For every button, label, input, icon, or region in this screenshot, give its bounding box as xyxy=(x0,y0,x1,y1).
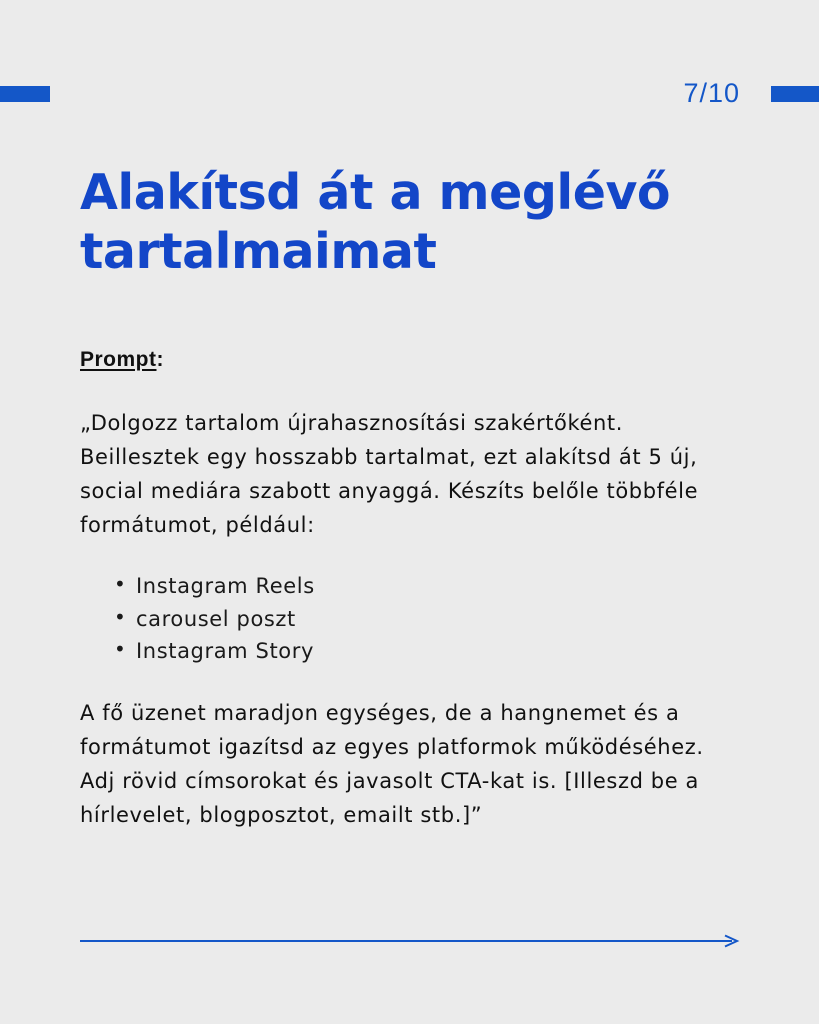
prompt-paragraph-2: A fő üzenet maradjon egységes, de a hangnemet és a formátumot igazítsd az egyes platformok működéséhez. Adj rövid címsorokat és javasolt CTA-kat is. [Illeszd be a hírlevelet, blogposztot, emailt stb.]” xyxy=(80,700,704,827)
slide-header xyxy=(0,0,819,130)
page-counter: 7/10 xyxy=(683,78,740,108)
right-arrow-icon xyxy=(80,934,740,948)
page-title: Alakítsd át a meglévő tartalmaimat xyxy=(80,164,671,280)
prompt-paragraph-1: „Dolgozz tartalom újrahasznosítási szakértőként. Beillesztek egy hosszabb tartalmat, ezt alakítsd át 5 új, social mediára szabott anyaggá. Készíts belőle többféle formátumot, például: xyxy=(80,411,699,538)
prompt-label-colon: : xyxy=(156,348,164,371)
format-list xyxy=(114,570,740,668)
slide-body xyxy=(80,348,740,832)
decorative-bar-left-icon xyxy=(0,86,50,102)
list-item: • Instagram Story xyxy=(114,635,740,668)
prompt-label-text: Prompt xyxy=(80,348,157,371)
list-item: • Instagram Reels xyxy=(114,570,740,603)
decorative-bar-right-icon xyxy=(771,86,819,102)
prompt-label xyxy=(80,348,740,372)
list-item: • carousel poszt xyxy=(114,603,740,636)
